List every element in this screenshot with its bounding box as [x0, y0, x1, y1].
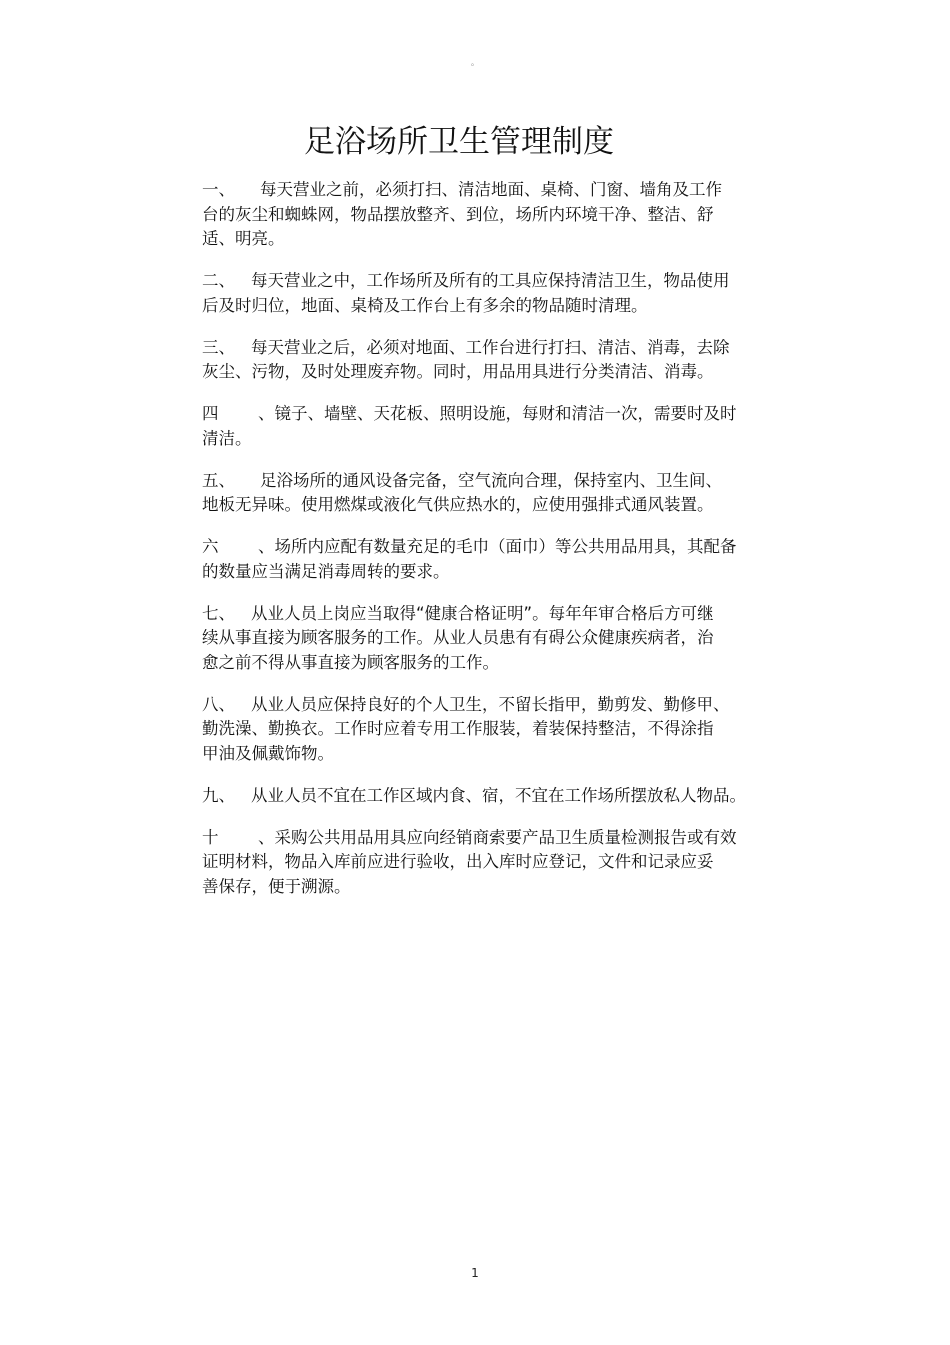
clause-text-line: 从业人员上岗应当取得“健康合格证明”。每年年审合格后方可继	[251, 603, 714, 623]
clause-text-line: 适、明亮。	[202, 229, 285, 248]
clause-text-line: 勤洗澡、勤换衣。工作时应着专用工作服装，着装保持整洁，不得涂指	[202, 719, 714, 738]
clause-text-line: 从业人员应保持良好的个人卫生，不留长指甲，勤剪发、勤修甲、	[251, 694, 730, 714]
clause-2	[202, 269, 782, 318]
clause-text-line: 每天营业之中，工作场所及所有的工具应保持清洁卫生，物品使用	[251, 271, 730, 290]
clause-4	[202, 402, 782, 451]
clause-text-line: 地板无异味。使用燃煤或液化气供应热水的，应使用强排式通风装置。	[202, 495, 714, 514]
clause-text-line: 、镜子、墙壁、天花板、照明设施，每财和清洁一次，需要时及时	[258, 404, 737, 423]
page-number: 1	[471, 1266, 479, 1280]
clause-text-line: 的数量应当满足消毒周转的要求。	[202, 561, 450, 581]
clause-number: 四	[202, 404, 219, 423]
clause-text-line: 、场所内应配有数量充足的毛巾（面巾）等公共用品用具，其配备	[258, 537, 737, 556]
clause-number: 五、	[202, 470, 235, 490]
clause-9	[202, 784, 782, 809]
clause-text-line: 从业人员不宜在工作区域内食、宿，不宜在工作场所摆放私人物品。	[251, 785, 746, 805]
clause-8	[202, 693, 782, 767]
clause-text-line: 台的灰尘和蜘蛛网，物品摆放整齐、到位，场所内环境干净、整洁、舒	[202, 204, 714, 224]
clause-5	[202, 469, 782, 518]
clause-text-line: 足浴场所的通风设备完备，空气流向合理，保持室内、卫生间、	[260, 470, 722, 490]
clause-10	[202, 826, 782, 900]
document-body	[202, 178, 782, 917]
clause-7	[202, 602, 782, 676]
clause-text-line: 每天营业之后，必须对地面、工作台进行打扫、清洁、消毒，去除	[251, 337, 730, 357]
clause-text-line: 证明材料，物品入库前应进行验收，出入库时应登记，文件和记录应妥	[202, 852, 714, 871]
clause-6	[202, 535, 782, 584]
header-mark: 。	[471, 58, 479, 67]
clause-number: 十	[202, 827, 219, 847]
clause-3	[202, 336, 782, 385]
clause-text-line: 后及时归位，地面、桌椅及工作台上有多余的物品随时清理。	[202, 295, 648, 315]
clause-text-line: 灰尘、污物，及时处理废弃物。同时，用品用具进行分类清洁、消毒。	[202, 362, 714, 381]
clause-1	[202, 178, 782, 252]
clause-number: 七、	[202, 603, 235, 623]
clause-number: 二、	[202, 271, 235, 290]
clause-number: 六	[202, 537, 219, 556]
document-title: 足浴场所卫生管理制度	[304, 124, 614, 160]
clause-number: 三、	[202, 337, 235, 357]
clause-text-line: 每天营业之前，必须打扫、清洁地面、桌椅、门窗、墙角及工作	[260, 180, 722, 199]
clause-text-line: 善保存，便于溯源。	[202, 876, 351, 896]
clause-number: 八、	[202, 694, 235, 714]
clause-number: 九、	[202, 785, 235, 805]
clause-text-line: 续从事直接为顾客服务的工作。从业人员患有有碍公众健康疾病者，治	[202, 628, 714, 647]
clause-text-line: 甲油及佩戴饰物。	[202, 743, 334, 763]
clause-text-line: 、采购公共用品用具应向经销商索要产品卫生质量检测报告或有效	[258, 827, 737, 847]
clause-number: 一、	[202, 180, 235, 199]
clause-text-line: 愈之前不得从事直接为顾客服务的工作。	[202, 652, 499, 672]
clause-text-line: 清洁。	[202, 428, 252, 448]
